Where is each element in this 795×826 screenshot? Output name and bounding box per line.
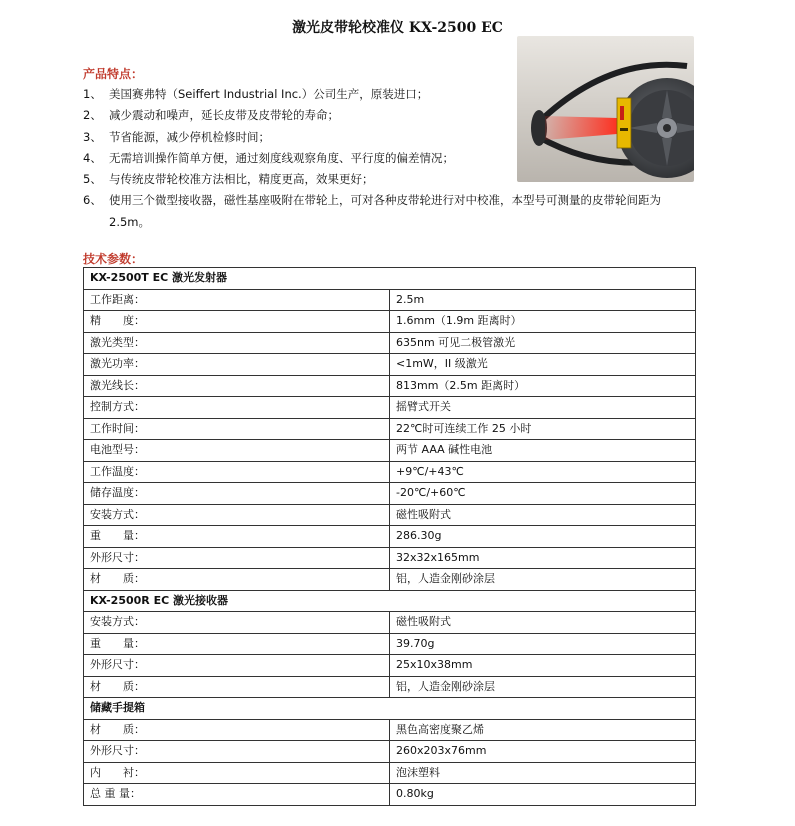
item-text: 美国赛弗特（Seiffert Industrial Inc.）公司生产，原装进口； bbox=[109, 87, 429, 101]
spec-value: 泡沫塑料 bbox=[390, 762, 696, 784]
table-row bbox=[84, 375, 696, 397]
table-row bbox=[84, 762, 696, 784]
table-row bbox=[84, 440, 696, 462]
spec-value: 铝，人造金刚砂涂层 bbox=[390, 569, 696, 591]
spec-key: 电池型号： bbox=[84, 440, 390, 462]
spec-key: 重 量： bbox=[84, 526, 390, 548]
table-row bbox=[84, 311, 696, 333]
table-row bbox=[84, 719, 696, 741]
spec-key: 激光线长： bbox=[84, 375, 390, 397]
item-text: 使用三个微型接收器，磁性基座吸附在带轮上，可对各种皮带轮进行对中校准，本型号可测量的皮带轮间距为 bbox=[109, 193, 661, 208]
spec-key: 外形尺寸： bbox=[84, 655, 390, 677]
spec-value: <1mW，II 级激光 bbox=[390, 354, 696, 376]
spec-key: 工作温度： bbox=[84, 461, 390, 483]
spec-value: 635nm 可见二极管激光 bbox=[390, 332, 696, 354]
spec-key: 精 度： bbox=[84, 311, 390, 333]
spec-key: 激光功率： bbox=[84, 354, 390, 376]
table-row bbox=[84, 354, 696, 376]
product-photo bbox=[517, 36, 694, 182]
spec-key: 重 量： bbox=[84, 633, 390, 655]
table-row bbox=[84, 461, 696, 483]
group-title: KX-2500R EC 激光接收器 bbox=[84, 590, 696, 612]
page-title: 激光皮带轮校准仪 KX-2500 EC bbox=[292, 20, 503, 36]
list-item bbox=[83, 105, 529, 126]
item-number: 4、 bbox=[83, 150, 102, 165]
case-group-row bbox=[84, 698, 696, 720]
table-row bbox=[84, 633, 696, 655]
spec-value: 磁性吸附式 bbox=[390, 612, 696, 634]
table-row bbox=[84, 418, 696, 440]
table-row bbox=[84, 676, 696, 698]
list-item bbox=[83, 127, 529, 148]
spec-key: 工作距离： bbox=[84, 289, 390, 311]
table-row bbox=[84, 569, 696, 591]
receiver-group-row bbox=[84, 590, 696, 612]
spec-value: +9℃/+43℃ bbox=[390, 461, 696, 483]
spec-value: 25x10x38mm bbox=[390, 655, 696, 677]
table-row bbox=[84, 784, 696, 806]
spec-value: 1.6mm（1.9m 距离时） bbox=[390, 311, 696, 333]
table-row bbox=[84, 612, 696, 634]
spec-value: 摇臂式开关 bbox=[390, 397, 696, 419]
table-row bbox=[84, 547, 696, 569]
table-row bbox=[84, 526, 696, 548]
spec-key: 工作时间： bbox=[84, 418, 390, 440]
item-text: 节省能源，减少停机检修时间； bbox=[109, 129, 270, 144]
table-row bbox=[84, 741, 696, 763]
spec-value: 22℃时可连续工作 25 小时 bbox=[390, 418, 696, 440]
group-title: KX-2500T EC 激光发射器 bbox=[84, 268, 696, 290]
specs-heading: 技术参数： bbox=[83, 252, 144, 266]
spec-key: 外形尺寸： bbox=[84, 741, 390, 763]
list-item bbox=[83, 148, 529, 169]
item-text: 减少震动和噪声，延长皮带及皮带轮的寿命； bbox=[109, 108, 339, 123]
table-row bbox=[84, 655, 696, 677]
list-item bbox=[83, 84, 529, 105]
spec-key: 总 重 量： bbox=[84, 784, 390, 806]
item-text: 与传统皮带轮校准方法相比，精度更高，效果更好； bbox=[109, 172, 374, 187]
item-number: 5、 bbox=[83, 172, 102, 187]
spec-value: 32x32x165mm bbox=[390, 547, 696, 569]
spec-value: 磁性吸附式 bbox=[390, 504, 696, 526]
spec-key: 储存温度： bbox=[84, 483, 390, 505]
spec-key: 材 质： bbox=[84, 719, 390, 741]
emitter-group-row bbox=[84, 268, 696, 290]
table-row bbox=[84, 483, 696, 505]
spec-value: 铝，人造金刚砂涂层 bbox=[390, 676, 696, 698]
specs-table bbox=[83, 267, 696, 806]
spec-value: 两节 AAA 碱性电池 bbox=[390, 440, 696, 462]
spec-value: 260x203x76mm bbox=[390, 741, 696, 763]
item-number: 3、 bbox=[83, 129, 102, 144]
table-row bbox=[84, 289, 696, 311]
spec-key: 内 衬： bbox=[84, 762, 390, 784]
spec-value: 0.80kg bbox=[390, 784, 696, 806]
table-row bbox=[84, 332, 696, 354]
spec-value: 39.70g bbox=[390, 633, 696, 655]
table-row bbox=[84, 397, 696, 419]
spec-key: 外形尺寸： bbox=[84, 547, 390, 569]
spec-key: 安装方式： bbox=[84, 612, 390, 634]
item-number: 6、 bbox=[83, 193, 102, 208]
list-item bbox=[83, 190, 703, 233]
spec-value: 813mm（2.5m 距离时） bbox=[390, 375, 696, 397]
list-item bbox=[83, 169, 529, 190]
group-title: 储藏手提箱 bbox=[84, 698, 696, 720]
spec-key: 激光类型： bbox=[84, 332, 390, 354]
item-text: 无需培训操作简单方便，通过刻度线观察角度、平行度的偏差情况； bbox=[109, 150, 454, 165]
spec-key: 安装方式： bbox=[84, 504, 390, 526]
item-number: 1、 bbox=[83, 87, 102, 101]
item-text-cont: 2.5m。 bbox=[109, 214, 150, 229]
spec-value: 2.5m bbox=[390, 289, 696, 311]
spec-value: 黑色高密度聚乙烯 bbox=[390, 719, 696, 741]
spec-key: 控制方式： bbox=[84, 397, 390, 419]
item-number: 2、 bbox=[83, 108, 102, 123]
table-row bbox=[84, 504, 696, 526]
spec-key: 材 质： bbox=[84, 676, 390, 698]
spec-key: 材 质： bbox=[84, 569, 390, 591]
spec-value: 286.30g bbox=[390, 526, 696, 548]
features-heading: 产品特点： bbox=[83, 67, 144, 81]
spec-value: -20℃/+60℃ bbox=[390, 483, 696, 505]
